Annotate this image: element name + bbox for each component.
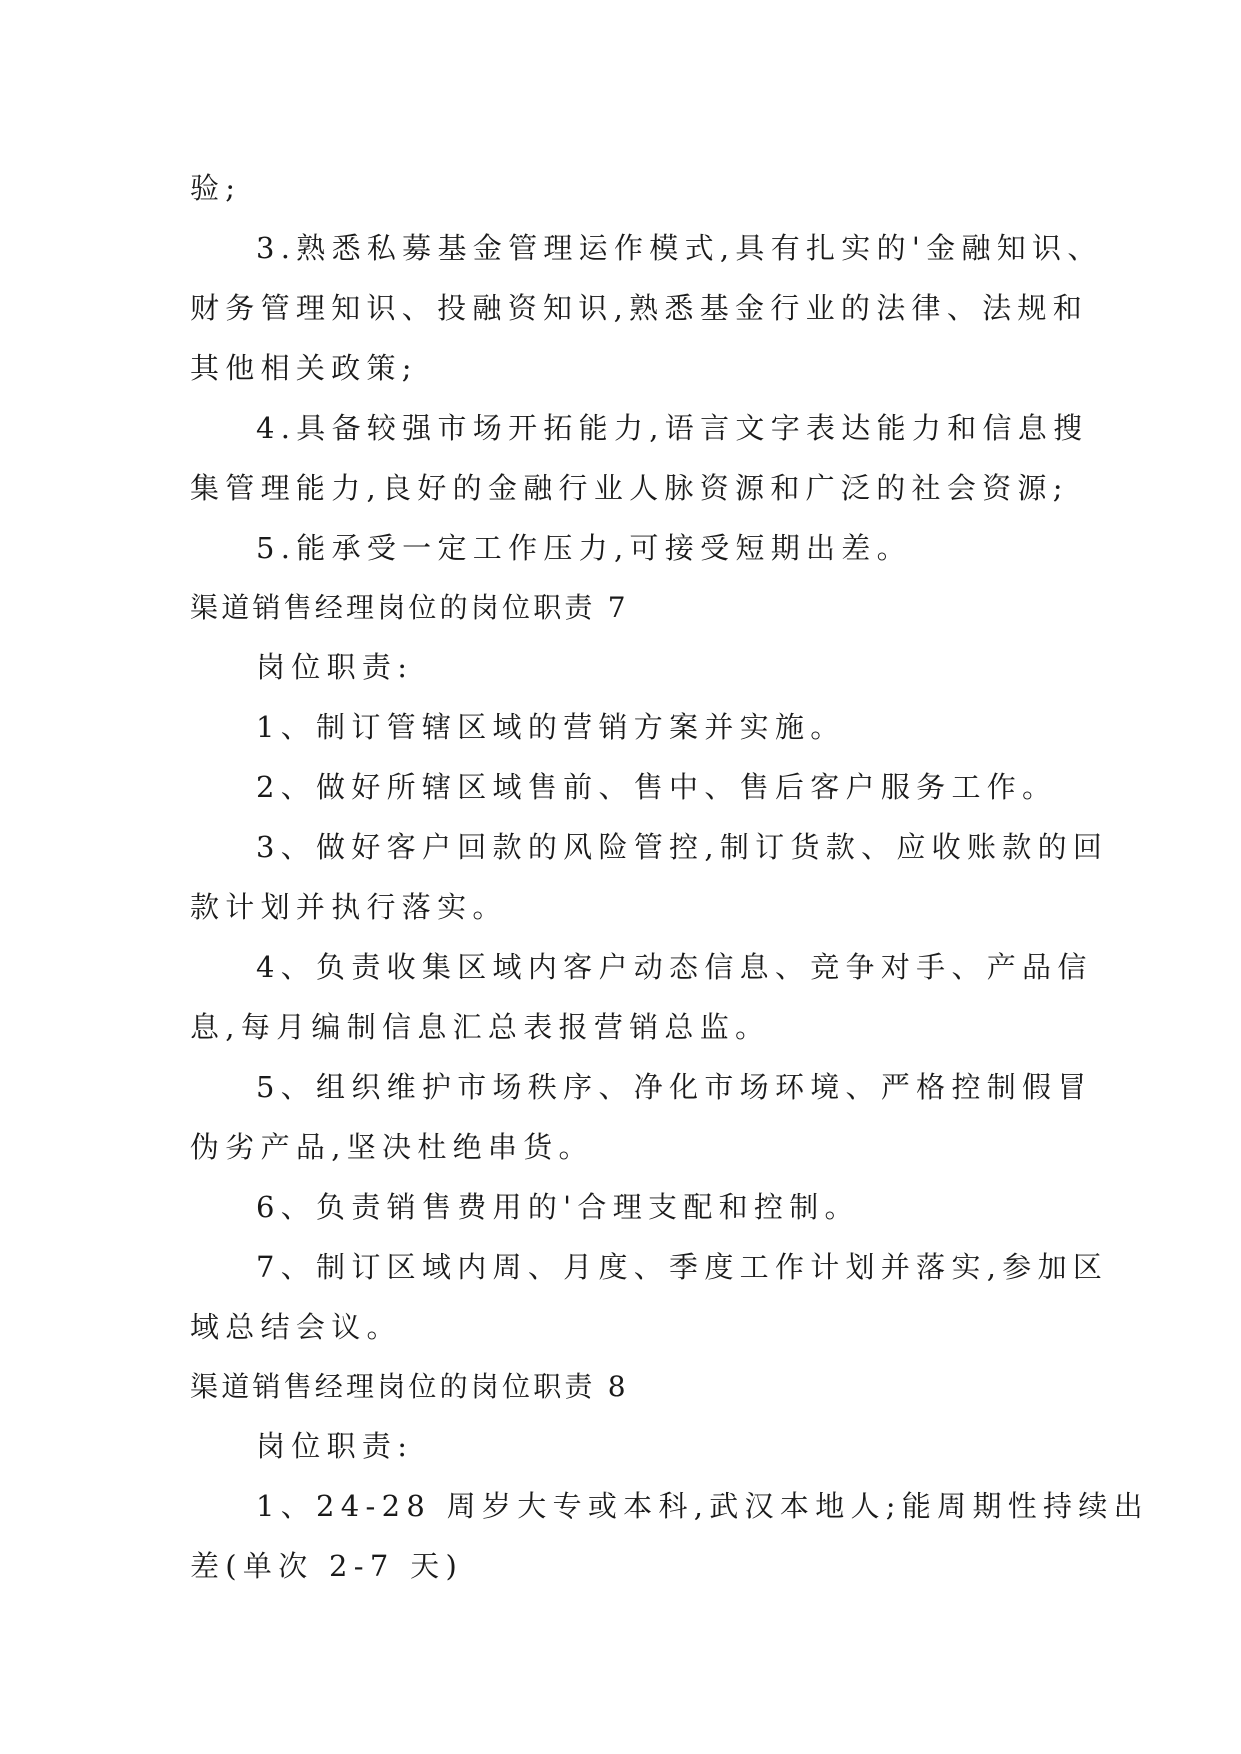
- list-item-6: 6、负责销售费用的'合理支配和控制。: [256, 1190, 860, 1224]
- list-item-2: 2、做好所辖区域售前、售中、售后客户服务工作。: [256, 770, 1058, 804]
- list-item-5: 5、组织维护市场秩序、净化市场环境、严格控制假冒: [256, 1070, 1093, 1104]
- document-page: [190, 158, 1149, 1596]
- list-item-7: 7、制订区域内周、月度、季度工作计划并落实,参加区: [256, 1250, 1109, 1284]
- body-text-line: 验;: [190, 171, 242, 205]
- body-text-line: 域总结会议。: [190, 1310, 402, 1344]
- section-heading-8: 渠道销售经理岗位的岗位职责 8: [190, 1370, 629, 1403]
- list-item-3: 3、做好客户回款的风险管控,制订货款、应收账款的回: [256, 830, 1109, 864]
- list-item-1: 1、制订管辖区域的营销方案并实施。: [256, 710, 846, 744]
- body-text-line: 款计划并执行落实。: [190, 890, 508, 924]
- list-item-4: 4、负责收集区域内客户动态信息、竞争对手、产品信: [256, 950, 1093, 984]
- list-item-5: 5.能承受一定工作压力,可接受短期出差。: [256, 531, 912, 565]
- subsection-label: 岗位职责:: [256, 1429, 414, 1463]
- body-text-line: 财务管理知识、投融资知识,熟悉基金行业的法律、法规和: [190, 291, 1089, 325]
- list-item-1: 1、24-28 周岁大专或本科,武汉本地人;能周期性持续出: [256, 1489, 1149, 1523]
- subsection-label: 岗位职责:: [256, 650, 414, 684]
- list-item-4: 4.具备较强市场开拓能力,语言文字表达能力和信息搜: [256, 411, 1089, 445]
- section-heading-7: 渠道销售经理岗位的岗位职责 7: [190, 591, 629, 624]
- body-text-line: 集管理能力,良好的金融行业人脉资源和广泛的社会资源;: [190, 471, 1069, 505]
- body-text-line: 差(单次 2-7 天): [190, 1549, 464, 1583]
- body-text-line: 伪劣产品,坚决杜绝串货。: [190, 1130, 594, 1164]
- list-item-3: 3.熟悉私募基金管理运作模式,具有扎实的'金融知识、: [256, 231, 1103, 265]
- body-text-line: 息,每月编制信息汇总表报营销总监。: [190, 1010, 771, 1044]
- body-text-line: 其他相关政策;: [190, 351, 418, 385]
